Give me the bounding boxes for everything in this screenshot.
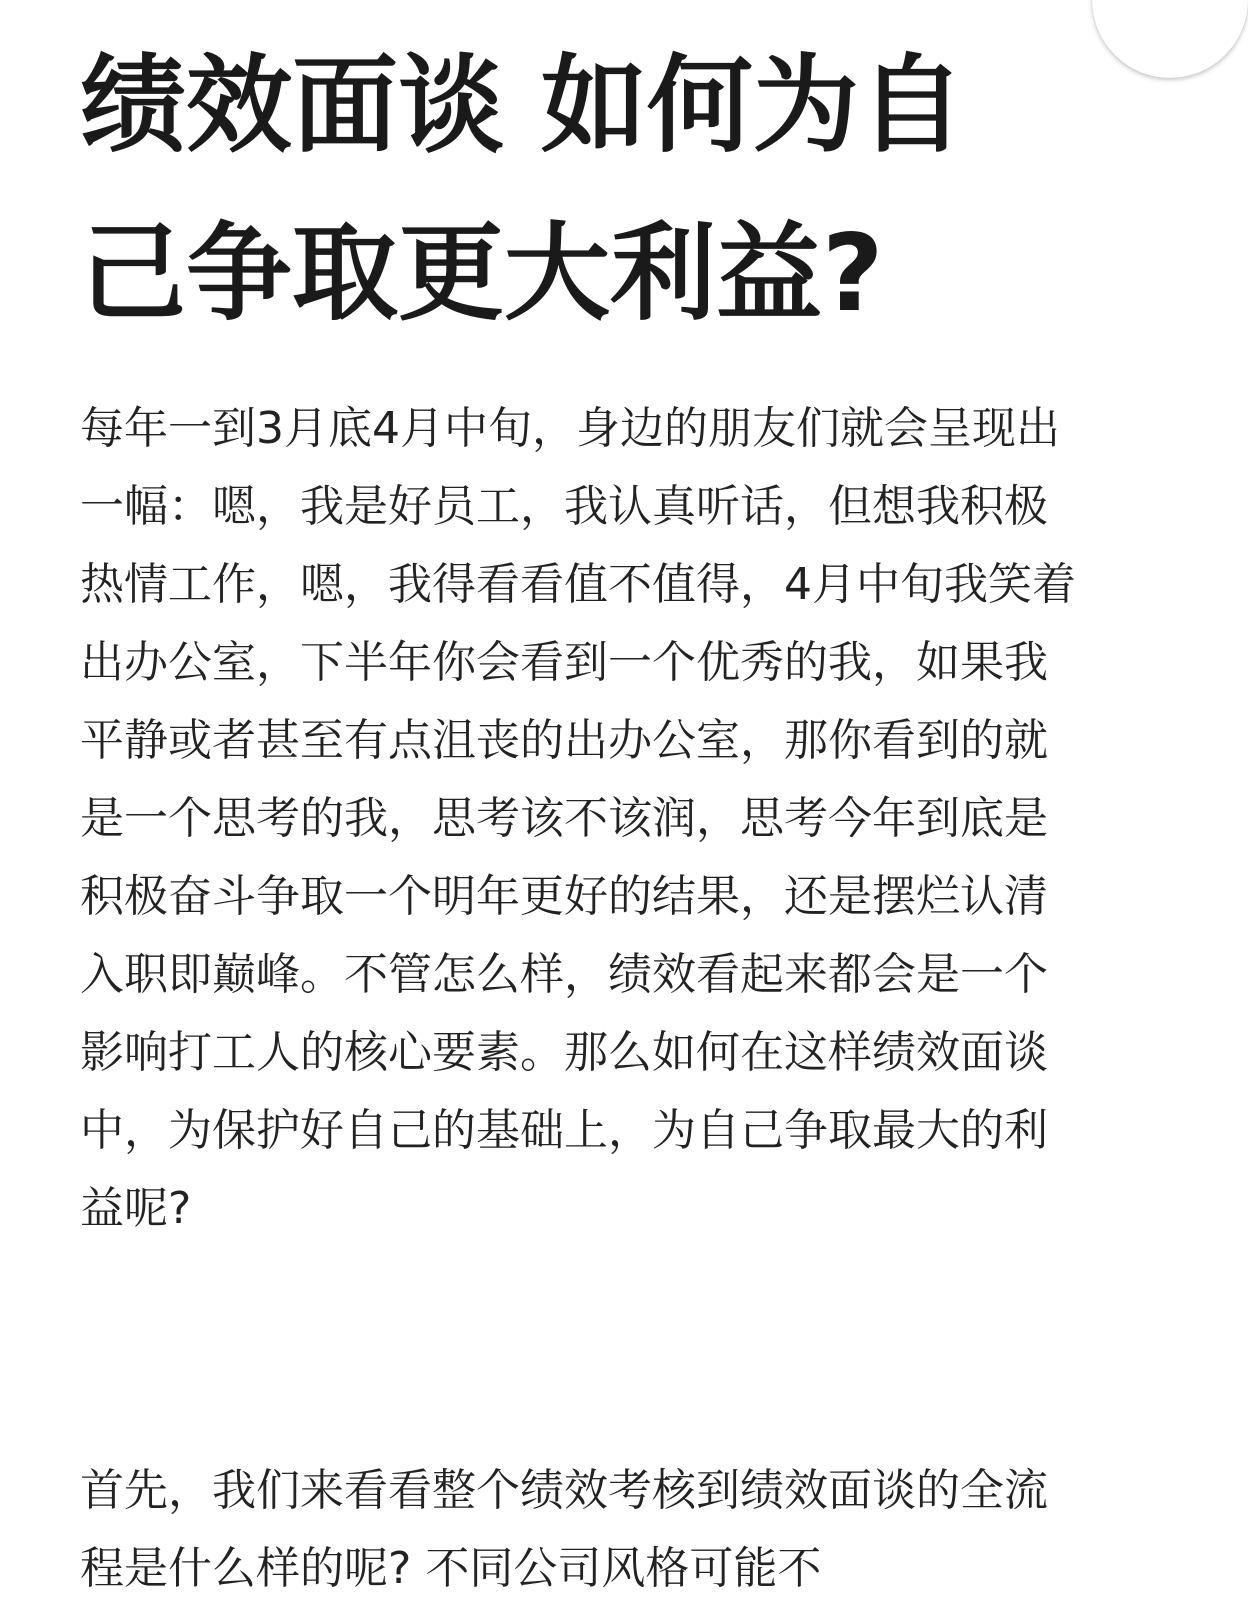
article-paragraph: 每年一到3月底4月中旬，身边的朋友们就会呈现出一幅：嗯，我是好员工，我认真听话，但想我积极热情工作，嗯，我得看看值不值得，4月中旬我笑着出办公室，下半年你会看到一个优秀的我，如果我平静或者甚至有点沮丧的出办公室，那你看到的就是一个思考的我，思考该不该润，思考今年到底是积极奋斗争取一个明年更好的结果，还是摆烂认清入职即巅峰。不管怎么样，绩效看起来都会是一个影响打工人的核心要素。那么如何在这样绩效面谈中，为保护好自己的基础上，为自己争取最大的利益呢? (80, 403, 1076, 1234)
article-paragraph: 首先，我们来看看整个绩效考核到绩效面谈的全流程是什么样的呢? 不同公司风格可能不 (80, 1465, 1048, 1594)
collapse-toggle-button[interactable] (1092, 0, 1248, 78)
article-body (80, 0, 1100, 1594)
article-title: 绩效面谈 如何为自己争取更大利益? (80, 44, 965, 335)
